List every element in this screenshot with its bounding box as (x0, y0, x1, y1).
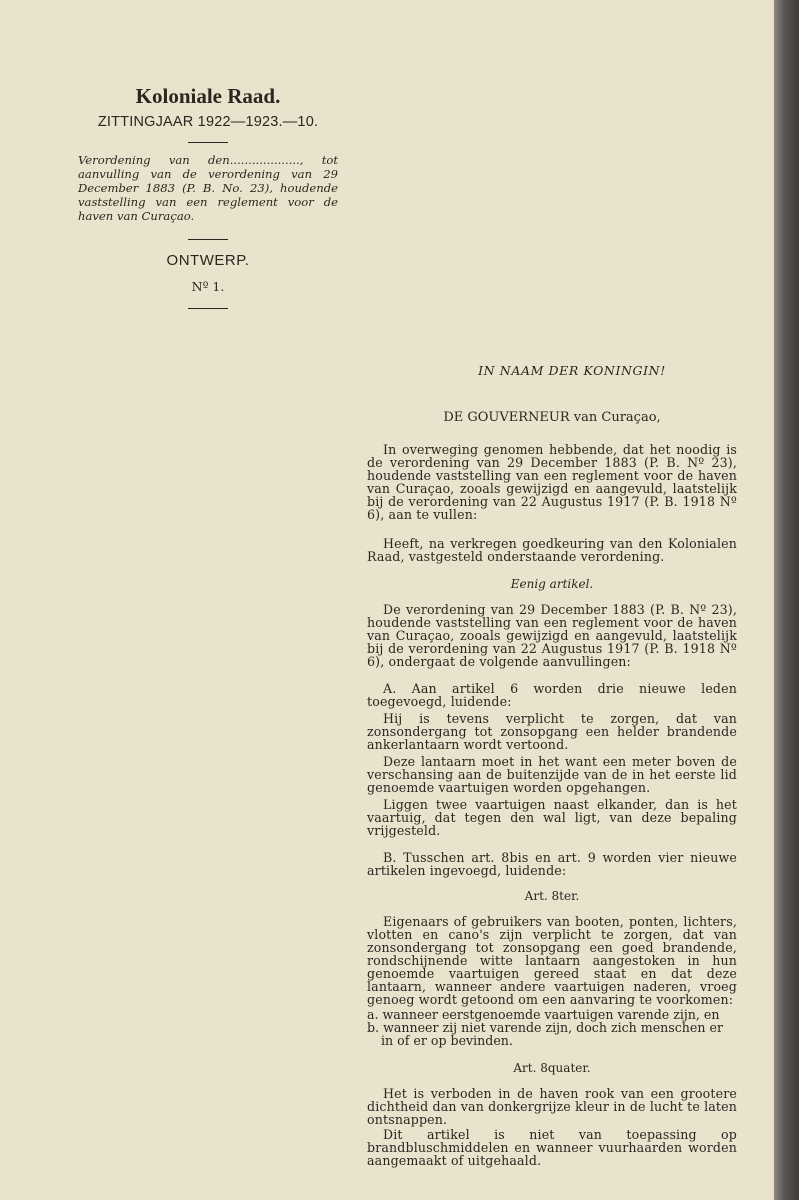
governor-heading: DE GOUVERNEUR van Curaçao, (443, 410, 661, 425)
article-8ter-heading: Art. 8ter. (524, 889, 580, 903)
ordinance-preamble: Verordening van den..................., tot aanvulling van de verordening van 29 December 1883 (P. B. No. 23), houdende vaststelling van een reglement voor de haven van Curaçao. (78, 153, 338, 223)
draft-label: ONTWERP. (166, 252, 250, 269)
draft-number: Nº 1. (191, 279, 225, 294)
article-8quater-heading: Art. 8quater. (513, 1061, 591, 1075)
divider (188, 308, 228, 309)
considering-paragraph: In overweging genomen hebbende, dat het noodig is de verordening van 29 December 1883 (P. B. Nº 23), houdende vaststelling van een reglement voor de haven van Curaçao, zooals gewijzigd en aangevuld, laatstelijk bij de verordening van 22 Augustus 1917 (P. B. 1918 Nº 6), aan te vullen: (367, 442, 737, 522)
session-year: ZITTINGJAAR 1922—1923.—10. (97, 114, 319, 130)
divider (188, 142, 228, 143)
article-8ter-text: Eigenaars of gebruikers van booten, ponten, lichters, vlotten en cano's zijn verplicht te zorgen, dat van zonsondergang tot zonsopgang een goed brandende, rondschijnende witte lantaarn aangestoken in hun genoemde vaartuigen gereed staat en dat deze lantaarn, wanneer andere vaartuigen naderen, vroeg genoeg wordt getoond om een aanvaring te voorkomen: (367, 914, 737, 1007)
article-8quater-paragraph: Het is verboden in de haven rook van een grootere dichtheid dan van donkergrijze kleur in de lucht te laten ontsnappen. (367, 1086, 737, 1127)
left-column (78, 84, 338, 309)
section-a-paragraph: Liggen twee vaartuigen naast elkander, dan is het vaartuig, dat tegen den wal ligt, van deze bepaling vrijgesteld. (367, 797, 737, 838)
section-a-paragraph: Deze lantaarn moet in het want een meter boven de verschansing aan de buitenzijde van de in het eerste lid genoemde vaartuigen worden opgehangen. (367, 754, 737, 795)
article-8quater-paragraph: Dit artikel is niet van toepassing op brandbluschmiddelen en wanneer vuurhaarden worden aangemaakt of uitgehaald. (367, 1127, 737, 1168)
section-b-intro: B. Tusschen art. 8bis en art. 9 worden vier nieuwe artikelen ingevoegd, luidende: (367, 850, 737, 878)
section-a-paragraph: Hij is tevens verplicht te zorgen, dat van zonsondergang tot zonsopgang een helder brandende ankerlantaarn wordt vertoond. (367, 711, 737, 752)
book-spine (774, 0, 799, 1200)
council-title: Koloniale Raad. (135, 84, 281, 108)
invocation: IN NAAM DER KONINGIN! (478, 363, 666, 378)
list-item: b. wanneer zij niet varende zijn, doch zich menschen er in of er op bevinden. (367, 1020, 723, 1048)
section-a-intro: A. Aan artikel 6 worden drie nieuwe leden toegevoegd, luidende: (367, 681, 737, 709)
list-item: a. wanneer eerstgenoemde vaartuigen varende zijn, en (367, 1007, 720, 1022)
sole-article-heading: Eenig artikel. (510, 577, 594, 591)
sole-article-text: De verordening van 29 December 1883 (P. B. Nº 23), houdende vaststelling van een reglement voor de haven van Curaçao, zooals gewijzigd en aangevuld, laatstelijk bij de verordening van 22 Augustus 1917 (P. B. 1918 Nº 6), ondergaat de volgende aanvullingen: (367, 602, 737, 669)
right-column (367, 363, 737, 1167)
article-8ter-list (367, 1008, 737, 1047)
divider (188, 239, 228, 240)
enacted-paragraph: Heeft, na verkregen goedkeuring van den Kolonialen Raad, vastgesteld onderstaande verordening. (367, 536, 737, 564)
